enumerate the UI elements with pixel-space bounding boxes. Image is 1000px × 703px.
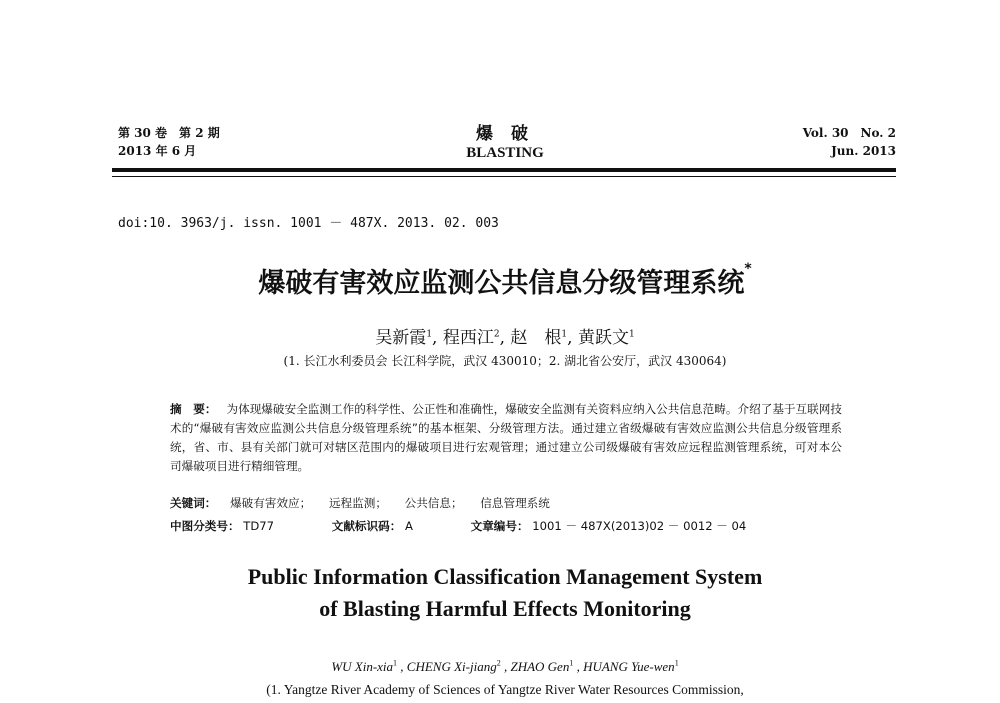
journal-name (420, 124, 590, 162)
author-en: ZHAO Gen$^1$ , (510, 659, 584, 675)
affiliation-en: (1. Yangtze River Academy of Sciences of Yangtze River Water Resources Commission, (266, 682, 744, 697)
keyword: 公共信息； (404, 496, 463, 510)
journal-volume-info-cn (118, 124, 220, 160)
date-cn: 2013 年 6 月 (118, 144, 197, 158)
title-footnote-mark: * (744, 261, 752, 277)
article-title-en (110, 561, 900, 625)
doi: doi:10. 3963/j. issn. 1001 － 487X. 2013. 02. 003 (118, 216, 499, 231)
title-cn-text: 爆破有害效应监测公共信息分级管理系统 (258, 268, 745, 299)
keyword: 爆破有害效应； (230, 496, 312, 510)
title-en-line1: Public Information Classification Management System (247, 564, 763, 589)
classification-line (170, 518, 746, 534)
article-number: 文章编号： 1001 － 487X(2013)02 － 0012 － 04 (470, 519, 747, 533)
clc-number: 中图分类号： TD77 (170, 519, 275, 533)
keyword: 信息管理系统 (480, 496, 550, 510)
author-cn: 程西江$^2$, (442, 328, 505, 348)
keyword: 远程监测； (328, 496, 387, 510)
volume-issue-en: Vol. 30 No. 2 (802, 126, 896, 140)
volume-issue-cn: 第 30 卷 第 2 期 (118, 126, 220, 140)
journal-name-cn: 爆 破 (476, 124, 534, 144)
journal-volume-info-en (803, 124, 896, 160)
date-en: Jun. 2013 (831, 144, 896, 158)
keywords-label: 关键词： (170, 496, 217, 510)
keywords (170, 495, 564, 511)
header-rule-thin (112, 176, 896, 177)
journal-name-en: BLASTING (466, 145, 544, 161)
header-rule-thick (112, 168, 896, 172)
abstract-label: 摘 要： (170, 402, 217, 416)
author-en: HUANG Yue-wen$^1$ (583, 659, 679, 675)
author-cn: 赵 根$^1$, (510, 328, 573, 348)
authors-en (110, 659, 900, 675)
author-en: WU Xin-xia$^1$ , (331, 659, 407, 675)
author-cn: 黄跃文$^1$ (577, 328, 635, 348)
authors-cn (110, 323, 900, 348)
document-code: 文献标识码： A (331, 519, 413, 533)
abstract (170, 400, 842, 476)
affiliation-cn: (1. 长江水利委员会 长江科学院，武汉 430010；2. 湖北省公安厅，武汉 430064) (283, 354, 727, 368)
title-en-line2: of Blasting Harmful Effects Monitoring (319, 596, 691, 621)
abstract-text: 为体现爆破安全监测工作的科学性、公正性和准确性，爆破安全监测有关资料应纳入公共信息范畴。介绍了基于互联网技术的“爆破有害效应监测公共信息分级管理系统”的基本框架、分级管理方法。通过建立省级爆破有害效应监测公共信息分级管理系统，省、市、县有关部门就可对辖区范围内的爆破项目进行宏观管理；通过建立公司级爆破有害效应远程监测管理系统，可对本公司爆破项目进行精细管理。 (170, 402, 842, 473)
article-title-cn (110, 261, 900, 300)
author-en: CHENG Xi-jiang$^2$ , (406, 659, 511, 675)
author-cn: 吴新霞$^1$, (375, 328, 438, 348)
